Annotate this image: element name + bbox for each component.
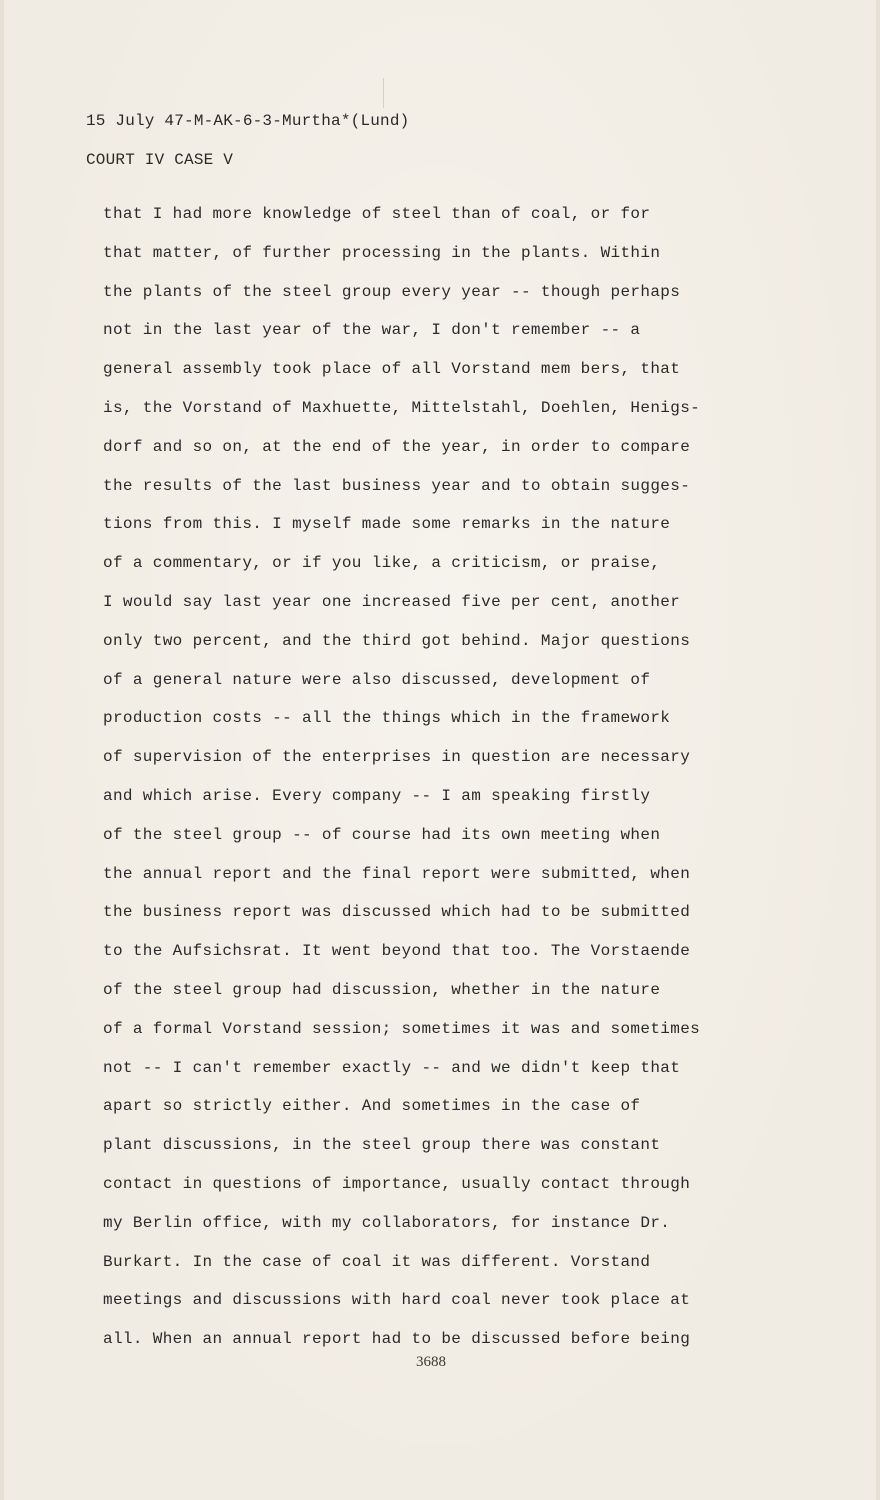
text-line: of the steel group -- of course had its own meeting when <box>103 825 661 844</box>
text-line: all. When an annual report had to be discussed before being <box>103 1330 691 1349</box>
text-line: meetings and discussions with hard coal never took place at <box>103 1291 691 1310</box>
text-line: my Berlin office, with my collaborators, for instance Dr. <box>103 1213 671 1232</box>
paper-mark <box>383 78 384 108</box>
text-line: of a commentary, or if you like, a criticism, or praise, <box>103 554 661 573</box>
text-line: the results of the last business year and to obtain sugges- <box>103 476 691 495</box>
text-line: the plants of the steel group every year -- though perhaps <box>103 282 681 301</box>
text-line: the annual report and the final report were submitted, when <box>103 864 691 883</box>
text-line: to the Aufsichsrat. It went beyond that too. The Vorstaende <box>103 942 691 961</box>
text-line: only two percent, and the third got behind. Major questions <box>103 631 691 650</box>
text-line: general assembly took place of all Vorstand mem bers, that <box>103 360 681 379</box>
text-line: Burkart. In the case of coal it was different. Vorstand <box>103 1252 651 1271</box>
text-line: not -- I can't remember exactly -- and we didn't keep that <box>103 1058 681 1077</box>
text-line: of the steel group had discussion, whether in the nature <box>103 980 661 999</box>
text-line: of a general nature were also discussed, development of <box>103 670 651 689</box>
transcript-body <box>103 201 823 1365</box>
text-line: that I had more knowledge of steel than of coal, or for <box>103 205 651 223</box>
text-line: plant discussions, in the steel group there was constant <box>103 1136 661 1155</box>
text-line: that matter, of further processing in the plants. Within <box>103 243 661 262</box>
document-reference: 15 July 47-M-AK-6-3-Murtha*(Lund) <box>86 112 410 130</box>
text-line: of supervision of the enterprises in question are necessary <box>103 748 691 767</box>
text-line: tions from this. I myself made some remarks in the nature <box>103 515 671 534</box>
text-line: and which arise. Every company -- I am speaking firstly <box>103 786 651 805</box>
page-edge-right <box>876 0 880 1500</box>
text-line: I would say last year one increased five per cent, another <box>103 592 681 611</box>
text-line: the business report was discussed which had to be submitted <box>103 903 691 922</box>
court-case-heading: COURT IV CASE V <box>86 151 234 169</box>
text-line: of a formal Vorstand session; sometimes it was and sometimes <box>103 1019 701 1038</box>
text-line: dorf and so on, at the end of the year, in order to compare <box>103 437 691 456</box>
text-line: is, the Vorstand of Maxhuette, Mittelstahl, Doehlen, Henigs- <box>103 398 701 417</box>
page-number: 3688 <box>416 1354 446 1370</box>
page-edge-left <box>0 0 4 1500</box>
text-line: contact in questions of importance, usually contact through <box>103 1174 691 1193</box>
text-line: not in the last year of the war, I don't remember -- a <box>103 321 641 340</box>
text-line: production costs -- all the things which in the framework <box>103 709 671 728</box>
text-line: apart so strictly either. And sometimes in the case of <box>103 1097 641 1116</box>
